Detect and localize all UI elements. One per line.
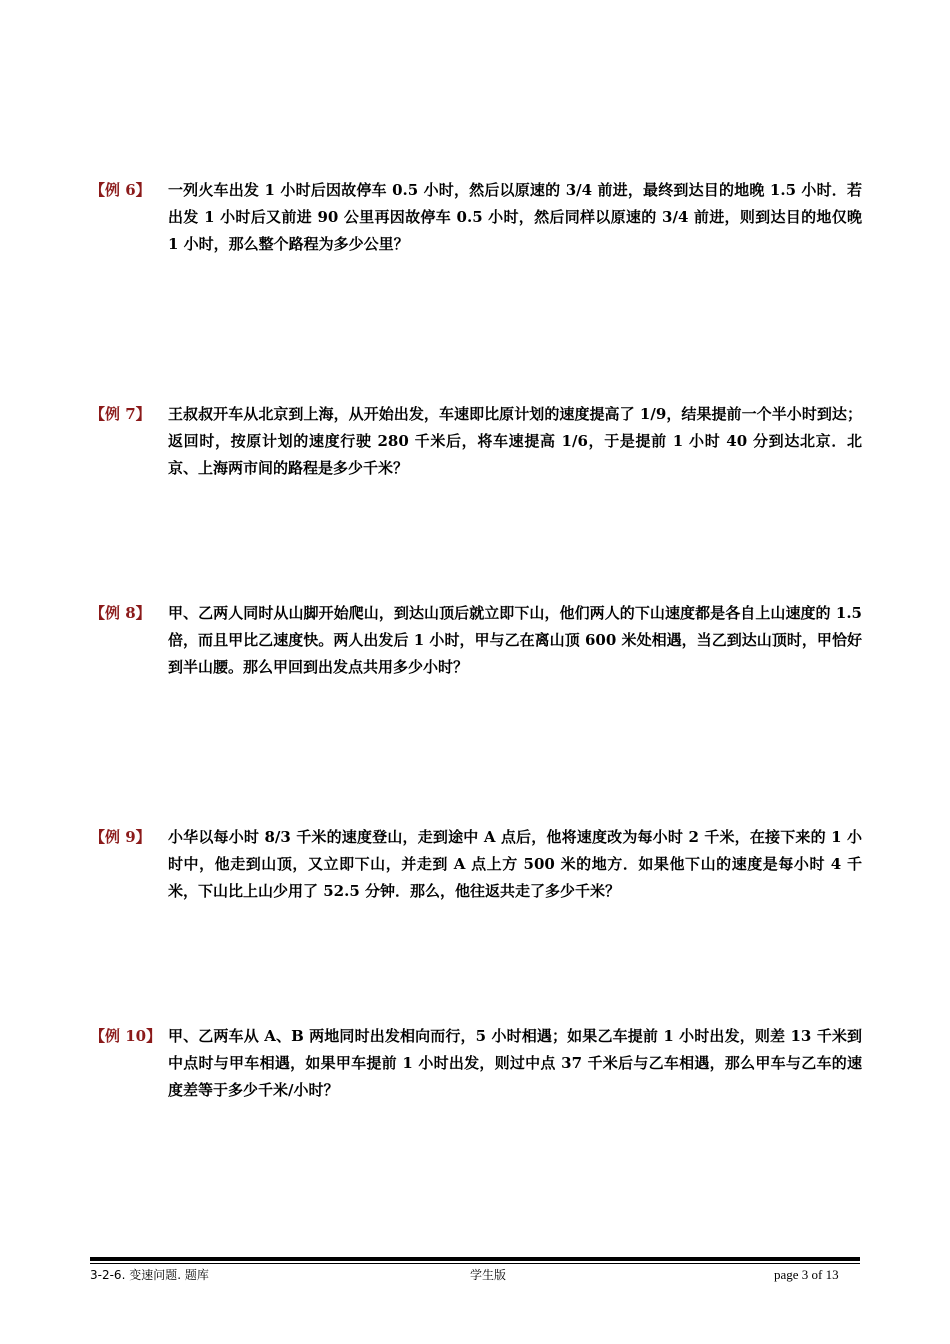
example-label: 【例 10】 (90, 1027, 162, 1045)
problem-text: 小华以每小时 8/3 千米的速度登山，走到途中 A 点后，他将速度改为每小时 2 千米，在接下来的 1 小时中，他走到山顶，又立即下山，并走到 A 点上方 500 米的地方．如果他下山的速度是每小时 4 千米，下山比上山少用了 52.5 分钟．那么，他往返共走了多少千米？ (168, 828, 862, 900)
problem-example-10 (90, 1023, 862, 1104)
problem-example-7 (90, 401, 862, 482)
problem-example-6 (90, 177, 862, 258)
footer-page-number: page 3 of 13 (774, 1267, 839, 1282)
example-label: 【例 8】 (90, 604, 151, 622)
footer-edition: 学生版 (470, 1268, 507, 1282)
problem-text: 甲、乙两车从 A、B 两地同时出发相向而行，5 小时相遇；如果乙车提前 1 小时出发，则差 13 千米到中点时与甲车相遇，如果甲车提前 1 小时出发，则过中点 37 千米后与乙车相遇，那么甲车与乙车的速度差等于多少千米/小时？ (168, 1027, 862, 1099)
problem-example-9 (90, 824, 862, 905)
problem-text: 一列火车出发 1 小时后因故停车 0.5 小时，然后以原速的 3/4 前进，最终到达目的地晚 1.5 小时．若出发 1 小时后又前进 90 公里再因故停车 0.5 小时，然后同样以原速的 3/4 前进，则到达目的地仅晚 1 小时，那么整个路程为多少公里？ (168, 181, 862, 253)
footer-document-title: 3-2-6. 变速问题. 题库 (90, 1268, 209, 1282)
footer-divider-thick (90, 1257, 860, 1261)
footer-divider-thin (90, 1263, 860, 1264)
example-label: 【例 9】 (90, 828, 151, 846)
example-label: 【例 7】 (90, 405, 151, 423)
example-label: 【例 6】 (90, 181, 151, 199)
problem-text: 甲、乙两人同时从山脚开始爬山，到达山顶后就立即下山，他们两人的下山速度都是各自上山速度的 1.5 倍，而且甲比乙速度快。两人出发后 1 小时，甲与乙在离山顶 600 米处相遇，当乙到达山顶时，甲恰好到半山腰。那么甲回到出发点共用多少小时？ (168, 604, 862, 676)
problem-text: 王叔叔开车从北京到上海，从开始出发，车速即比原计划的速度提高了 1/9，结果提前一个半小时到达；返回时，按原计划的速度行驶 280 千米后，将车速提高 1/6，于是提前 1 小时 40 分到达北京．北京、上海两市间的路程是多少千米？ (168, 405, 862, 477)
problem-example-8 (90, 600, 862, 681)
